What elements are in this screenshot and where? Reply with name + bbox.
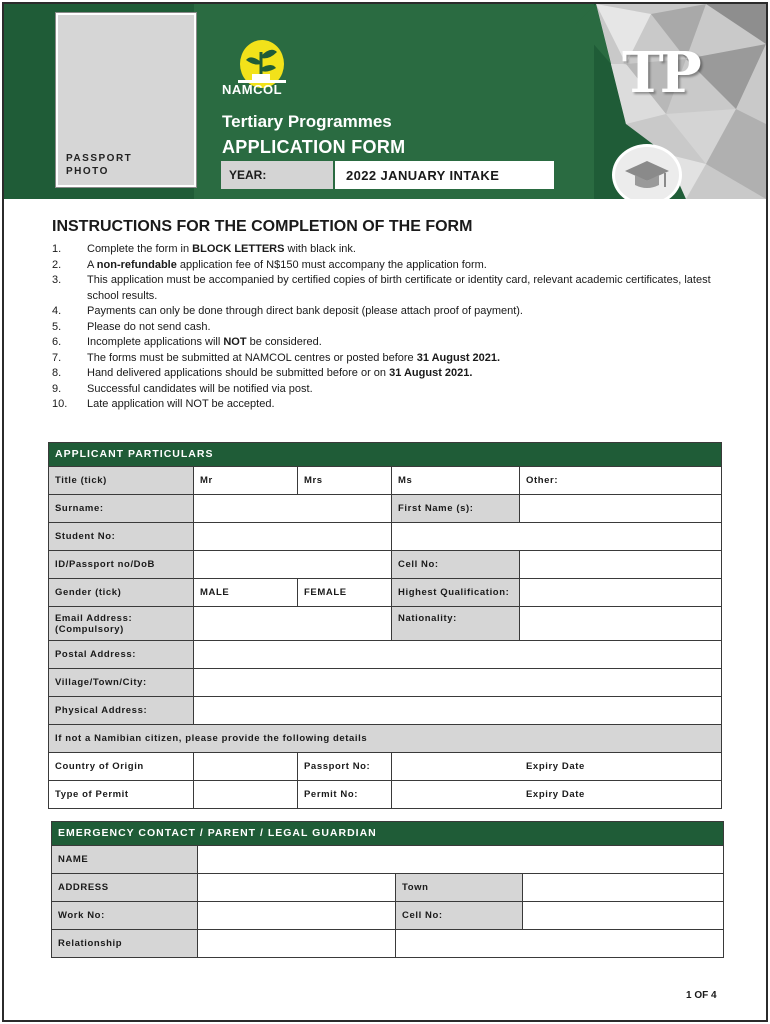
id-passport-field[interactable]	[194, 551, 392, 579]
instruction-text	[87, 351, 722, 367]
title-mr-option[interactable]: Mr	[194, 467, 298, 495]
village-town-city-field[interactable]	[194, 669, 722, 697]
ec-cell-no-label: Cell No:	[396, 902, 523, 930]
country-origin-label: Country of Origin	[49, 753, 194, 781]
physical-address-field[interactable]	[194, 697, 722, 725]
instruction-number: 7.	[52, 351, 62, 364]
intake-field[interactable]: 2022 JANUARY INTAKE	[335, 161, 554, 189]
first-name-field[interactable]	[520, 495, 722, 523]
ec-address-field[interactable]	[198, 874, 396, 902]
instruction-text-pre: Hand delivered applications should be submitted before or on	[87, 367, 390, 379]
cell-no-field[interactable]	[520, 551, 722, 579]
instruction-item	[52, 397, 722, 413]
instruction-item	[52, 273, 722, 304]
email-field[interactable]	[194, 607, 392, 641]
instruction-item	[52, 382, 722, 398]
ec-address-label: ADDRESS	[52, 874, 198, 902]
first-name-label: First Name (s):	[392, 495, 520, 523]
passport-photo-box[interactable]	[56, 13, 196, 187]
postal-address-label: Postal Address:	[49, 641, 194, 669]
header-banner	[4, 4, 766, 199]
student-no-field[interactable]	[194, 523, 392, 551]
gender-label: Gender (tick)	[49, 579, 194, 607]
instruction-number: 9.	[52, 382, 62, 395]
passport-photo-label: PASSPORT PHOTO	[66, 153, 133, 177]
passport-expiry-field[interactable]: Expiry Date	[392, 753, 722, 781]
instruction-text	[87, 273, 722, 304]
instruction-text-pre: Late application will NOT be accepted.	[87, 398, 275, 410]
ec-relationship-extra	[396, 930, 724, 958]
title-label: Title (tick)	[49, 467, 194, 495]
instruction-number: 6.	[52, 336, 62, 348]
instruction-number: 8.	[52, 367, 62, 379]
instruction-text-pre: Successful candidates will be notified via post.	[87, 382, 313, 395]
student-no-extra	[392, 523, 722, 551]
instruction-text-pre: Complete the form in	[87, 243, 193, 255]
instruction-item	[52, 335, 722, 351]
instruction-text-post: be considered.	[246, 336, 322, 348]
highest-qualification-label: Highest Qualification:	[392, 579, 520, 607]
form-title: APPLICATION FORM	[222, 137, 406, 157]
cell-no-label: Cell No:	[392, 551, 520, 579]
non-namibian-note: If not a Namibian citizen, please provide the following details	[49, 725, 722, 753]
ec-name-field[interactable]	[198, 846, 724, 874]
permit-no-label: Permit No:	[298, 781, 392, 809]
ec-name-label: NAME	[52, 846, 198, 874]
title-other-field[interactable]: Other:	[520, 467, 722, 495]
id-passport-label: ID/Passport no/DoB	[49, 551, 194, 579]
instruction-text-pre: Please do not send cash.	[87, 320, 211, 333]
instruction-text-pre: This application must be accompanied by certified copies of birth certificate or identity card, relevant academic certificates, latest school results.	[87, 274, 711, 302]
highest-qualification-field[interactable]	[520, 579, 722, 607]
surname-label: Surname:	[49, 495, 194, 523]
country-origin-field[interactable]	[194, 753, 298, 781]
programme-title: Tertiary Programmes	[222, 112, 392, 131]
page-number: 1 OF 4	[686, 990, 717, 1001]
instruction-text	[87, 397, 722, 413]
instruction-text-bold: NOT	[223, 336, 247, 348]
instruction-item	[52, 351, 722, 367]
ec-relationship-label: Relationship	[52, 930, 198, 958]
instruction-text-pre: Incomplete applications will	[87, 336, 224, 348]
instruction-number: 10.	[52, 398, 68, 410]
instruction-text-bold: 31 August 2021.	[389, 367, 473, 379]
nationality-field[interactable]	[520, 607, 722, 641]
emergency-section-heading: EMERGENCY CONTACT / PARENT / LEGAL GUARDIAN	[52, 822, 724, 846]
ec-work-no-field[interactable]	[198, 902, 396, 930]
instruction-text	[87, 242, 722, 258]
type-permit-label: Type of Permit	[49, 781, 194, 809]
village-town-city-label: Village/Town/City:	[49, 669, 194, 697]
applicant-section-heading: APPLICANT PARTICULARS	[49, 443, 722, 467]
instruction-number: 1.	[52, 243, 62, 255]
passport-no-label: Passport No:	[298, 753, 392, 781]
physical-address-label: Physical Address:	[49, 697, 194, 725]
instruction-number: 4.	[52, 305, 62, 317]
instruction-text-post: application fee of N$150 must accompany the application form.	[176, 258, 487, 271]
ec-relationship-field[interactable]	[198, 930, 396, 958]
nationality-label: Nationality:	[392, 607, 520, 641]
postal-address-field[interactable]	[194, 641, 722, 669]
applicant-particulars-table	[48, 442, 722, 809]
instruction-text-bold: non-refundable	[96, 258, 177, 271]
instruction-number: 3.	[52, 274, 62, 286]
instruction-item	[52, 258, 722, 274]
permit-expiry-field[interactable]: Expiry Date	[392, 781, 722, 809]
ec-town-label: Town	[396, 874, 523, 902]
email-label: Email Address: (Compulsory)	[49, 607, 194, 641]
title-ms-option[interactable]: Ms	[392, 467, 520, 495]
instruction-item	[52, 366, 722, 382]
tp-logo: TP	[622, 40, 698, 106]
ec-work-no-label: Work No:	[52, 902, 198, 930]
graduation-cap-icon	[612, 144, 682, 199]
instructions-title: INSTRUCTIONS FOR THE COMPLETION OF THE FORM	[52, 218, 473, 235]
ec-town-field[interactable]	[523, 874, 724, 902]
gender-male-option[interactable]: MALE	[194, 579, 298, 607]
instruction-text	[87, 304, 722, 320]
instruction-text-post: with black ink.	[284, 243, 356, 255]
instruction-item	[52, 242, 722, 258]
instruction-text	[87, 320, 722, 336]
brand-name: NAMCOL	[222, 82, 283, 97]
ec-cell-no-field[interactable]	[523, 902, 724, 930]
instruction-text-pre: Payments can only be done through direct bank deposit (please attach proof of payment).	[87, 305, 523, 317]
instruction-item	[52, 320, 722, 336]
emergency-contact-table	[51, 821, 724, 958]
year-label: YEAR:	[221, 161, 333, 189]
instruction-number: 5.	[52, 320, 62, 333]
instruction-text	[87, 335, 722, 351]
instruction-text-bold: BLOCK LETTERS	[192, 243, 285, 255]
instruction-text	[87, 366, 722, 382]
instruction-item	[52, 304, 722, 320]
instruction-text-pre: The forms must be submitted at NAMCOL centres or posted before	[87, 351, 417, 364]
instruction-text-bold: 31 August 2021.	[416, 351, 501, 364]
title-mrs-option[interactable]: Mrs	[298, 467, 392, 495]
instruction-text-pre: A	[87, 258, 97, 271]
instruction-number: 2.	[52, 258, 62, 271]
instruction-text	[87, 382, 722, 398]
surname-field[interactable]	[194, 495, 392, 523]
instructions-list	[52, 242, 722, 413]
student-no-label: Student No:	[49, 523, 194, 551]
type-permit-field[interactable]	[194, 781, 298, 809]
gender-female-option[interactable]: FEMALE	[298, 579, 392, 607]
instruction-text	[87, 258, 722, 274]
